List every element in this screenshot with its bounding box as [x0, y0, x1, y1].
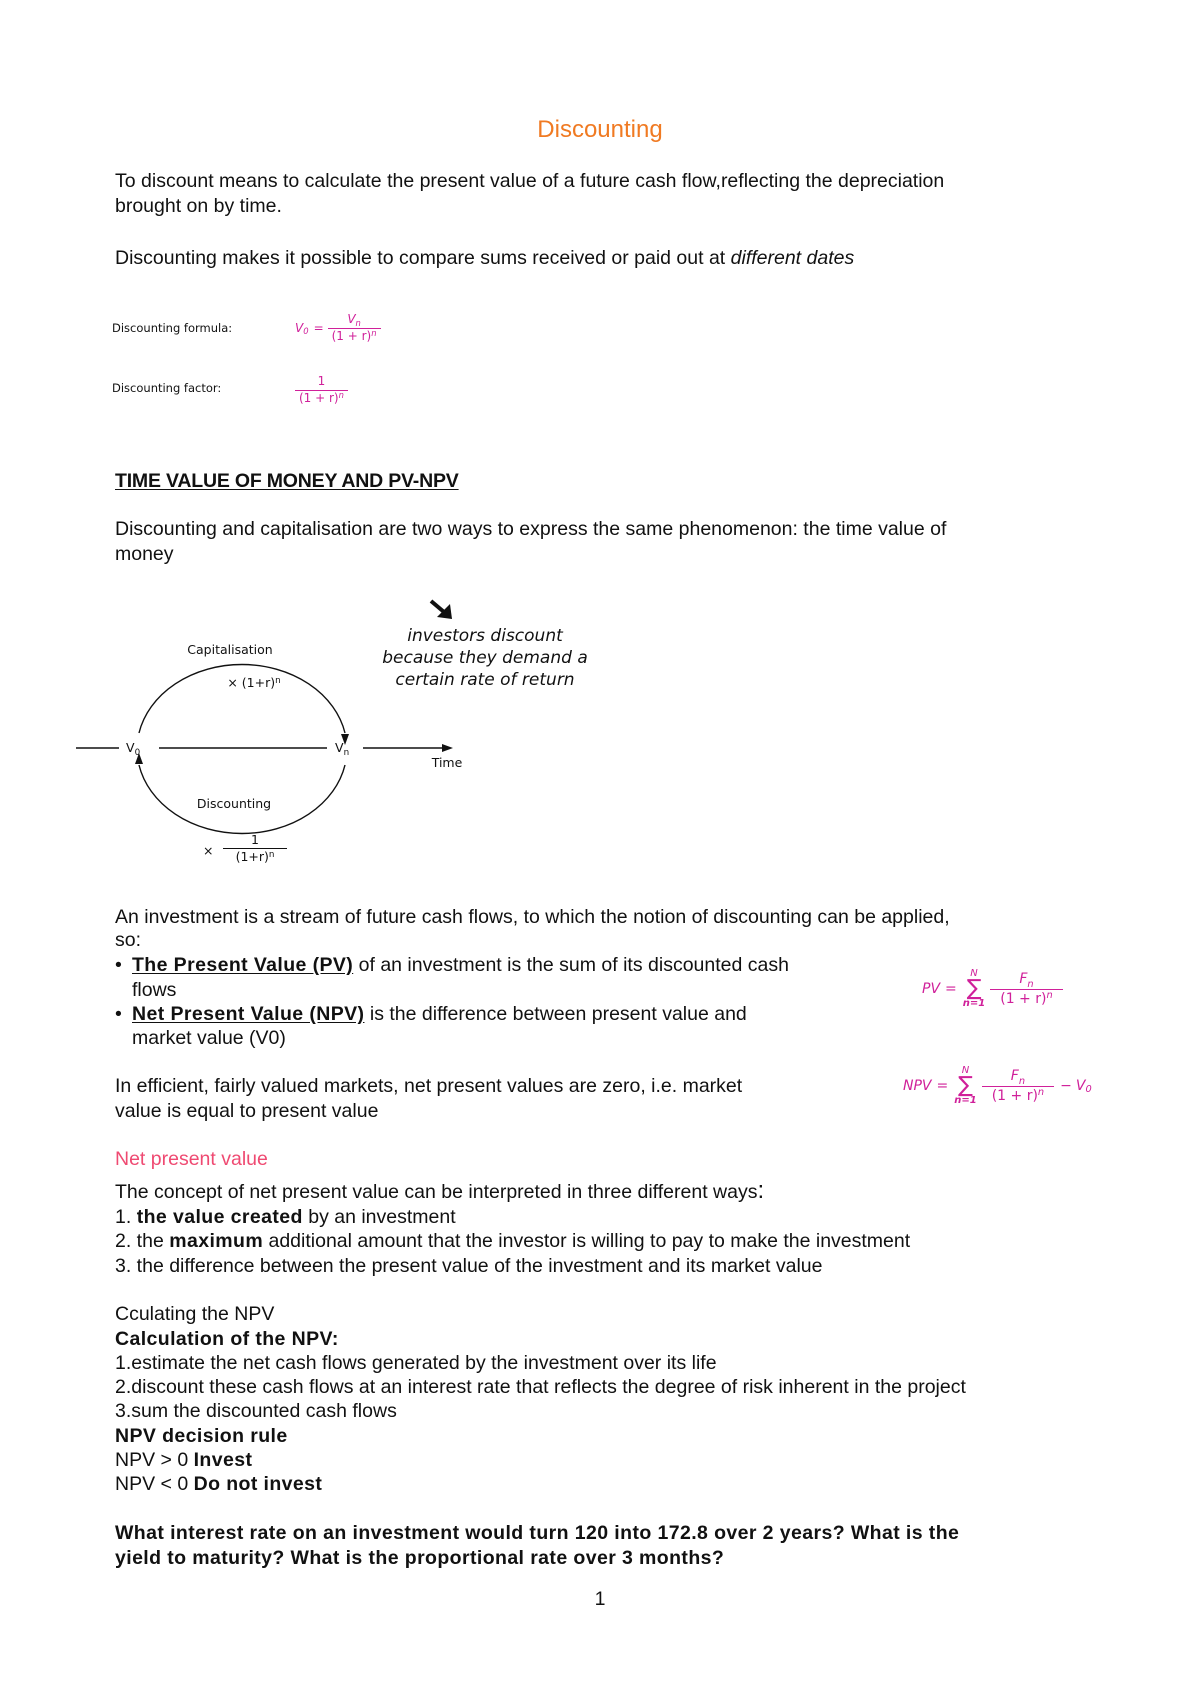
npv-formula-tail: V [1075, 1078, 1086, 1094]
calculation-subtitle: Cculating the NPV [115, 1303, 275, 1325]
npv-formula-fraction: $\frac{F_n}{(1 + r)^n}$ [982, 1068, 1054, 1103]
calculation-step: 2.discount these cash flows at an interest rate that reflects the degree of risk inherent in the project [115, 1376, 966, 1398]
bullet-text: of an investment is the sum of its discounted cash [353, 954, 789, 976]
formula-lhs: V [295, 321, 304, 336]
page-number: 1 [594, 1588, 606, 1610]
arrow-down-right-icon [431, 601, 452, 619]
pv-formula-lhs: PV [922, 981, 941, 997]
list-item: 3. the difference between the present value of the investment and its market value [115, 1255, 823, 1277]
annotation-line: investors discount [407, 626, 563, 646]
formula-equals: = [313, 321, 324, 336]
compare-line [115, 246, 854, 270]
list-item: 2. the maximum additional amount that the investor is willing to pay to make the investment [115, 1230, 911, 1252]
discounting-times-sign: × [203, 843, 214, 858]
bullet-text: is the difference between present value and [364, 1003, 747, 1025]
investment-line-2: so: [115, 929, 142, 951]
list-item: 1. the value created by an investment [115, 1206, 456, 1228]
npv-formula [903, 1061, 1092, 1111]
compare-emphasis: different dates [730, 247, 855, 269]
time-value-line-2: money [115, 543, 174, 565]
question-line-2: yield to maturity? What is the proportional rate over 3 months? [115, 1547, 725, 1569]
capitalisation-factor-base: × (1+r) [227, 675, 276, 690]
pv-formula [922, 964, 1063, 1014]
investment-line-1: An investment is a stream of future cash flows, to which the notion of discounting can be applied, [115, 906, 950, 928]
formula-numerator: V [347, 312, 356, 326]
discounting-factor-label: Discounting factor: [112, 381, 222, 395]
capitalisation-label: Capitalisation [187, 642, 273, 657]
formula-fraction [328, 313, 381, 344]
pv-formula-sum: N ∑ n=1 [962, 968, 986, 1009]
capitalisation-factor-sup: n [275, 675, 281, 686]
discounting-formula [295, 313, 381, 344]
calculation-step: 3.sum the discounted cash flows [115, 1400, 397, 1422]
bullet-term: The Present Value (PV) [132, 954, 354, 976]
start-value: $V_0$ [126, 740, 141, 759]
discounting-formula-label: Discounting formula: [112, 321, 233, 335]
compare-text: Discounting makes it possible to compare sums received or paid out at [115, 247, 731, 269]
npv-formula-lhs: NPV [903, 1078, 932, 1094]
bullet-icon [115, 1002, 132, 1026]
time-value-line-1: Discounting and capitalisation are two ways to express the same phenomenon: the time value of [115, 518, 947, 540]
formula-denominator: (1 + r) [331, 328, 372, 343]
calculation-heading: Calculation of the NPV: [115, 1328, 339, 1350]
efficient-markets-line-1: In efficient, fairly valued markets, net present values are zero, i.e. market [115, 1075, 743, 1097]
page-title: Discounting [537, 116, 663, 143]
npv-formula-minus: − [1060, 1078, 1072, 1094]
factor-numerator: 1 [317, 374, 326, 388]
formula-numerator-sub: n [355, 317, 361, 328]
question-line-1: What interest rate on an investment would turn 120 into 172.8 over 2 years? What is the [115, 1522, 960, 1544]
bullet-net-present-value-continuation: market value (V0) [132, 1027, 286, 1049]
npv-formula-sum: N ∑ n=1 [954, 1065, 977, 1106]
annotation-line: because they demand a [382, 648, 588, 668]
factor-fraction [295, 375, 348, 406]
time-axis-label: Time [431, 755, 463, 770]
npv-formula-tail-sub: 0 [1085, 1083, 1092, 1095]
annotation-line: certain rate of return [395, 670, 575, 690]
discounting-factor-fraction: $\frac{1}{(1+r)^n}$ [223, 833, 287, 865]
decision-rule: NPV > 0 Invest [115, 1449, 253, 1471]
concept-line: The concept of net present value can be interpreted in three different ways: [115, 1177, 765, 1204]
section-heading-net-present-value: Net present value [115, 1148, 268, 1170]
capitalisation-factor [154, 675, 354, 693]
formula-lhs-sub: 0 [303, 326, 309, 337]
bullet-icon [115, 953, 132, 977]
formula-denominator-sup: n [371, 327, 377, 338]
section-heading-time-value: TIME VALUE OF MONEY AND PV-NPV [115, 470, 459, 492]
bullet-net-present-value [115, 1002, 747, 1026]
pv-formula-equals: = [945, 981, 957, 997]
bullet-present-value-continuation: flows [132, 979, 177, 1001]
calculation-step: 1.estimate the net cash flows generated by the investment over its life [115, 1352, 717, 1374]
discounting-label: Discounting [196, 796, 272, 811]
end-value: $V_n$ [335, 740, 350, 759]
bullet-term: Net Present Value (NPV) [132, 1003, 365, 1025]
efficient-markets-line-2: value is equal to present value [115, 1100, 379, 1122]
intro-line-2: brought on by time. [115, 195, 282, 217]
bullet-present-value [115, 953, 789, 977]
investors-discount-annotation [335, 625, 635, 691]
npv-formula-equals: = [936, 1078, 949, 1094]
decision-rule-heading: NPV decision rule [115, 1425, 288, 1447]
time-arrowhead [442, 744, 453, 752]
factor-denominator-sup: n [338, 389, 344, 400]
decision-rule: NPV < 0 Do not invest [115, 1473, 323, 1495]
discounting-factor [295, 375, 348, 406]
intro-line-1: To discount means to calculate the present value of a future cash flow,reflecting the depreciation [115, 170, 945, 192]
factor-denominator: (1 + r) [299, 390, 339, 405]
pv-formula-fraction: $\frac{F_n}{(1 + r)^n}$ [990, 971, 1062, 1006]
